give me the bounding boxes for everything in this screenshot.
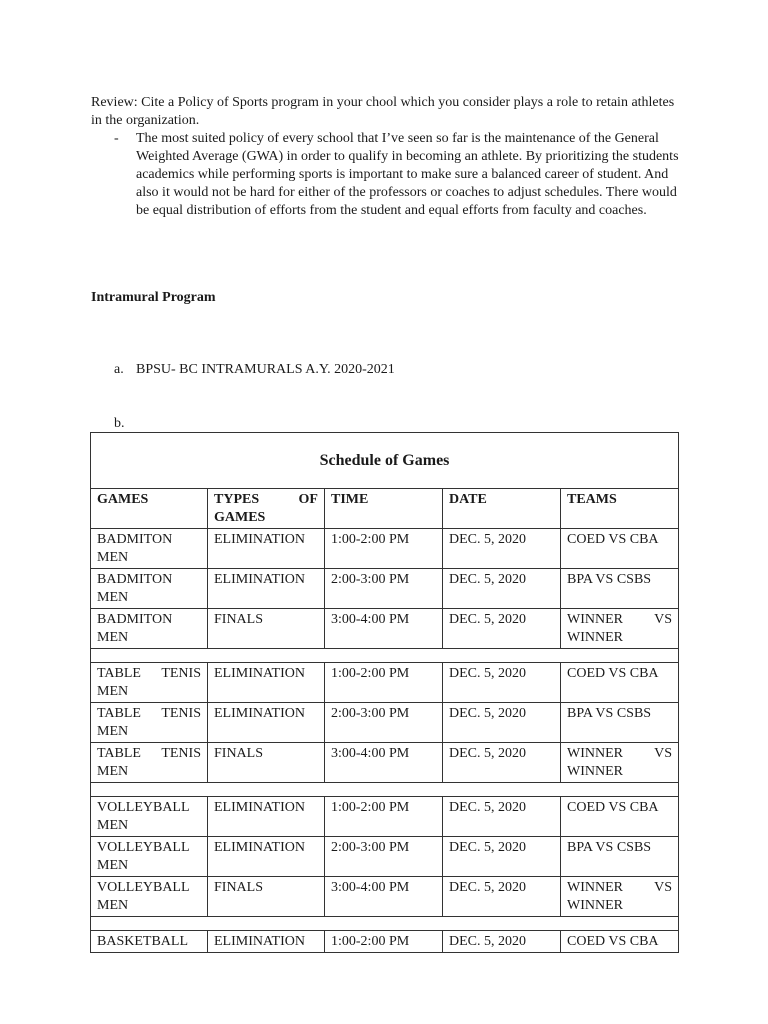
cell-teams: COED VS CBA (561, 797, 679, 837)
cell-teams: WINNER VS WINNER (561, 743, 679, 783)
table-row (91, 609, 679, 649)
cell-time: 1:00-2:00 PM (325, 529, 443, 569)
cell-type: FINALS (208, 877, 325, 917)
table-row (91, 837, 679, 877)
table-row (91, 931, 679, 953)
cell-teams: WINNER VS WINNER (561, 609, 679, 649)
list-marker-a: a. (114, 362, 124, 377)
cell-time: 3:00-4:00 PM (325, 877, 443, 917)
cell-game: VOLLEYBALL MEN (91, 877, 208, 917)
spacer-cell (91, 783, 679, 797)
cell-type: ELIMINATION (208, 797, 325, 837)
table-row (91, 569, 679, 609)
cell-time: 1:00-2:00 PM (325, 931, 443, 953)
table-row (91, 529, 679, 569)
header-types-word3: GAMES (214, 510, 266, 525)
table-row (91, 877, 679, 917)
cell-game: BADMITON MEN (91, 569, 208, 609)
cell-type: ELIMINATION (208, 703, 325, 743)
list-item-a (114, 362, 395, 378)
cell-type: ELIMINATION (208, 663, 325, 703)
section-heading: Intramural Program (91, 290, 216, 305)
table-row (91, 663, 679, 703)
cell-time: 3:00-4:00 PM (325, 609, 443, 649)
cell-time: 3:00-4:00 PM (325, 743, 443, 783)
header-date: DATE (443, 489, 561, 529)
list-item-a-text: BPSU- BC INTRAMURALS A.Y. 2020-2021 (136, 362, 395, 377)
cell-type: ELIMINATION (208, 837, 325, 877)
cell-teams: BPA VS CSBS (561, 703, 679, 743)
cell-game: BADMITON MEN (91, 529, 208, 569)
cell-date: DEC. 5, 2020 (443, 609, 561, 649)
header-types-word1: TYPES (214, 492, 260, 507)
cell-date: DEC. 5, 2020 (443, 569, 561, 609)
cell-time: 2:00-3:00 PM (325, 837, 443, 877)
cell-type: ELIMINATION (208, 931, 325, 953)
spacer-cell (91, 917, 679, 931)
cell-date: DEC. 5, 2020 (443, 931, 561, 953)
table-spacer-row (91, 917, 679, 931)
cell-game: BASKETBALL (91, 931, 208, 953)
cell-time: 2:00-3:00 PM (325, 703, 443, 743)
review-answer-text: The most suited policy of every school that I’ve seen so far is the maintenance of the General Weighted Average (GWA) in order to qualify in becoming an athlete. By prioritizing the students academics while performing sports is important to make sure a balanced career of student. And also it would not be hard for either of the professors or coaches to adjust schedules. There would be equal distribution of efforts from the student and equal efforts from faculty and coaches. (136, 131, 679, 218)
cell-teams: COED VS CBA (561, 663, 679, 703)
cell-teams: BPA VS CSBS (561, 569, 679, 609)
header-teams: TEAMS (561, 489, 679, 529)
table-title: Schedule of Games (91, 433, 679, 489)
list-item-b (114, 416, 125, 432)
cell-game: BADMITON MEN (91, 609, 208, 649)
cell-game: TABLE TENIS MEN (91, 743, 208, 783)
header-types (208, 489, 325, 529)
cell-type: FINALS (208, 743, 325, 783)
cell-teams: COED VS CBA (561, 931, 679, 953)
cell-type: ELIMINATION (208, 569, 325, 609)
cell-type: FINALS (208, 609, 325, 649)
cell-time: 1:00-2:00 PM (325, 797, 443, 837)
cell-date: DEC. 5, 2020 (443, 529, 561, 569)
cell-teams: COED VS CBA (561, 529, 679, 569)
cell-game: VOLLEYBALL MEN (91, 837, 208, 877)
cell-type: ELIMINATION (208, 529, 325, 569)
header-types-word2: OF (298, 492, 318, 507)
cell-time: 1:00-2:00 PM (325, 663, 443, 703)
cell-date: DEC. 5, 2020 (443, 663, 561, 703)
cell-date: DEC. 5, 2020 (443, 837, 561, 877)
cell-game: TABLE TENIS MEN (91, 703, 208, 743)
bullet-marker: - (114, 131, 119, 146)
cell-date: DEC. 5, 2020 (443, 703, 561, 743)
schedule-body (91, 529, 679, 953)
cell-teams: BPA VS CSBS (561, 837, 679, 877)
header-time: TIME (325, 489, 443, 529)
cell-game: VOLLEYBALL MEN (91, 797, 208, 837)
review-answer (114, 130, 684, 220)
table-row (91, 743, 679, 783)
table-spacer-row (91, 783, 679, 797)
table-spacer-row (91, 649, 679, 663)
header-games: GAMES (91, 489, 208, 529)
cell-date: DEC. 5, 2020 (443, 877, 561, 917)
review-prompt: Review: Cite a Policy of Sports program in your chool which you consider plays a role to retain athletes in the organization. (91, 95, 675, 128)
table-row (91, 797, 679, 837)
cell-date: DEC. 5, 2020 (443, 743, 561, 783)
cell-game: TABLE TENIS MEN (91, 663, 208, 703)
cell-teams: WINNER VS WINNER (561, 877, 679, 917)
schedule-table (90, 432, 679, 953)
cell-time: 2:00-3:00 PM (325, 569, 443, 609)
cell-date: DEC. 5, 2020 (443, 797, 561, 837)
table-row (91, 703, 679, 743)
spacer-cell (91, 649, 679, 663)
list-marker-b: b. (114, 416, 125, 431)
